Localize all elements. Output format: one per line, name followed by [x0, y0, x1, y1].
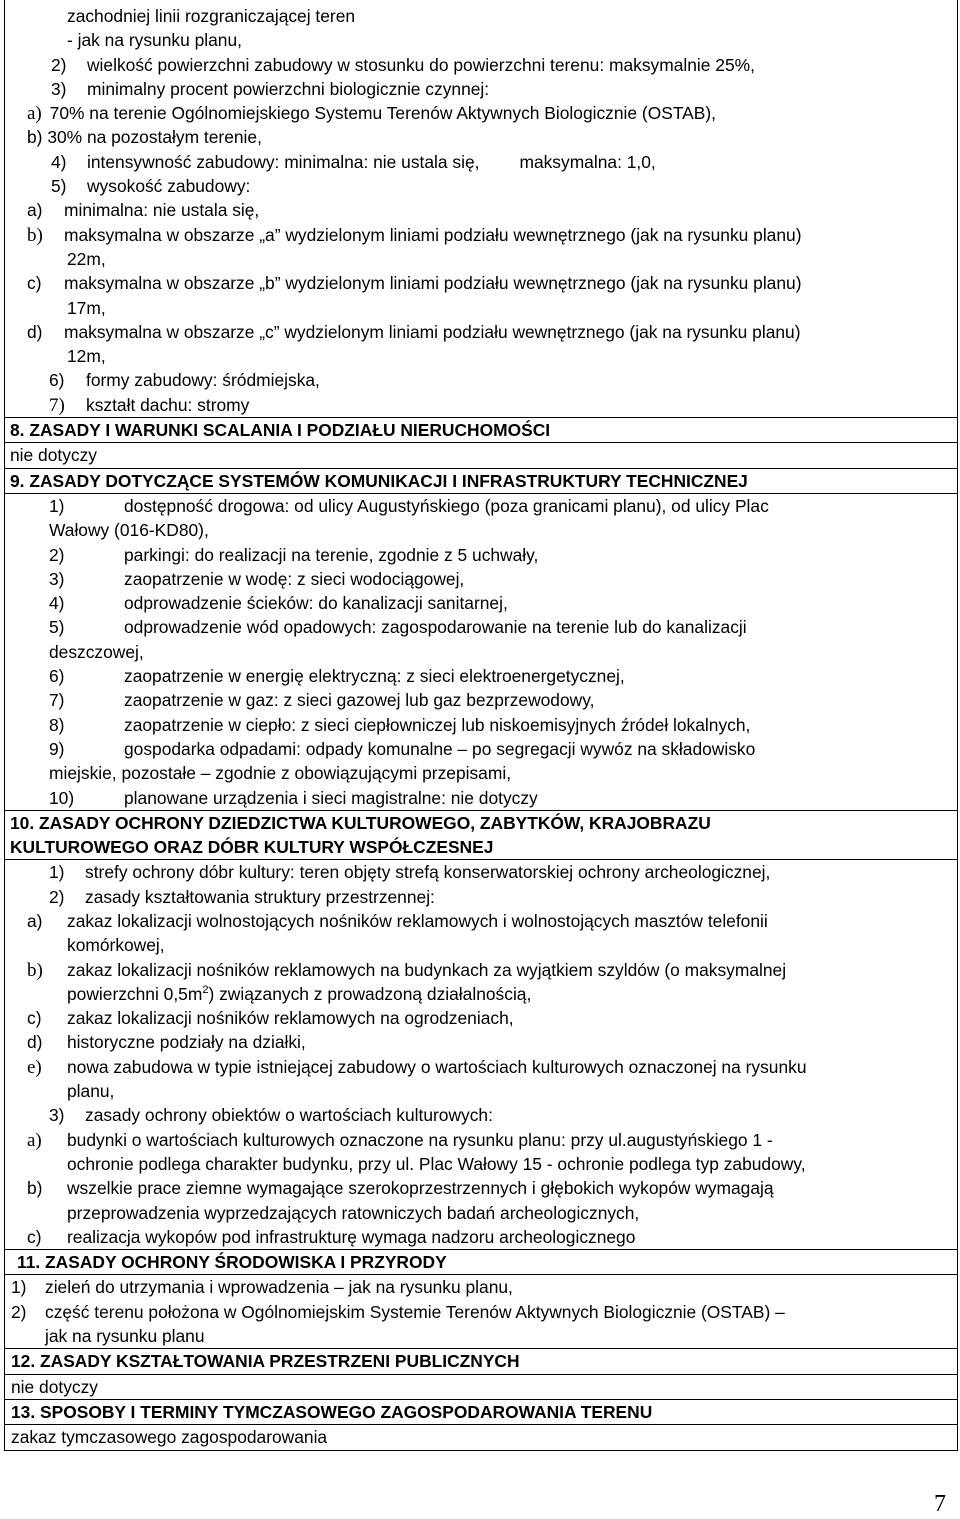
section-10-body-cell [5, 860, 957, 1250]
list-item: 5) wysokość zabudowy: [51, 176, 251, 197]
section-13-heading-cell [5, 1400, 957, 1425]
list-item: 3) zasady ochrony obiektów o wartościach kulturowych: [49, 1105, 493, 1126]
section-heading: 12. ZASADY KSZTAŁTOWANIA PRZESTRZENI PUBLICZNYCH [11, 1351, 520, 1372]
text-line: planu, [67, 1081, 115, 1102]
list-item: 2) parkingi: do realizacji na terenie, zgodnie z 5 uchwały, [49, 544, 539, 565]
list-item: b) wszelkie prace ziemne wymagające szerokoprzestrzennych i głębokich wykopów wymagają [27, 1178, 774, 1199]
text-line: - jak na rysunku planu, [67, 30, 242, 51]
list-item: a) zakaz lokalizacji wolnostojących nośników reklamowych i wolnostojących masztów telefonii [27, 910, 768, 931]
text-line: jak na rysunku planu [45, 1326, 205, 1347]
list-item: 2) wielkość powierzchni zabudowy w stosunku do powierzchni terenu: maksymalnie 25%, [51, 54, 755, 75]
text-line: 12m, [67, 346, 106, 367]
section-12-heading-cell [5, 1349, 957, 1374]
list-item: d) historyczne podziały na działki, [27, 1032, 306, 1053]
section-heading: 11. ZASADY OCHRONY ŚRODOWISKA I PRZYRODY [17, 1252, 447, 1273]
list-item: a) 70% na terenie Ogólnomiejskiego Systemu Terenów Aktywnych Biologicznie (OSTAB), [27, 103, 716, 125]
list-item: 7) zaopatrzenie w gaz: z sieci gazowej lub gaz bezprzewodowy, [49, 690, 595, 711]
list-item: 2) zasady kształtowania struktury przestrzennej: [49, 886, 435, 907]
text-line: 22m, [67, 248, 106, 269]
section-7-cell [5, 0, 957, 418]
page-number: 7 [934, 1491, 946, 1517]
list-item: 5) odprowadzenie wód opadowych: zagospodarowanie na terenie lub do kanalizacji [49, 617, 747, 638]
list-item: c) realizacja wykopów pod infrastrukturę wymaga nadzoru archeologicznego [27, 1226, 636, 1247]
text-line: miejskie, pozostałe – zgodnie z obowiązującymi przepisami, [49, 763, 512, 784]
list-item: c) maksymalna w obszarze „b” wydzielonym liniami podziału wewnętrznego (jak na rysunku planu) [27, 273, 802, 294]
text-line: komórkowej, [67, 935, 165, 956]
list-item: 7) kształt dachu: stromy [49, 394, 250, 416]
section-heading: 10. ZASADY OCHRONY DZIEDZICTWA KULTUROWEGO, ZABYTKÓW, KRAJOBRAZU [10, 812, 711, 833]
section-heading: 13. SPOSOBY I TERMINY TYMCZASOWEGO ZAGOSPODAROWANIA TERENU [11, 1401, 653, 1422]
list-item: 4) odprowadzenie ścieków: do kanalizacji sanitarnej, [49, 593, 508, 614]
list-item: e) nowa zabudowa w typie istniejącej zabudowy o wartościach kulturowych oznaczonej na rysunku [27, 1056, 807, 1078]
section-body: nie dotyczy [10, 445, 97, 466]
list-item: 8) zaopatrzenie w ciepło: z sieci ciepłowniczej lub niskoemisyjnych źródeł lokalnych, [49, 714, 751, 735]
section-13-body-cell [5, 1425, 957, 1450]
section-body: zakaz tymczasowego zagospodarowania [11, 1427, 328, 1448]
document-table [4, 0, 958, 1451]
section-11-heading-cell [5, 1250, 957, 1275]
section-11-body-cell [5, 1275, 957, 1349]
text-line: przeprowadzenia wyprzedzających ratowniczych badań archeologicznych, [67, 1202, 640, 1223]
text-line: zachodniej linii rozgraniczającej teren [67, 6, 356, 26]
section-heading: KULTUROWEGO ORAZ DÓBR KULTURY WSPÓŁCZESNEJ [10, 837, 494, 858]
list-item: 6) zaopatrzenie w energię elektryczną: z sieci elektroenergetycznej, [49, 666, 625, 687]
text-line: ochronie podlega charakter budynku, przy ul. Plac Wałowy 15 - ochronie podlega typ zabudowy, [67, 1153, 806, 1174]
list-item: 1) dostępność drogowa: od ulicy Augustyńskiego (poza granicami planu), od ulicy Plac [49, 495, 769, 516]
list-item: a) budynki o wartościach kulturowych oznaczone na rysunku planu: przy ul.augustyńskiego 1 - [27, 1129, 773, 1151]
list-item: a) minimalna: nie ustala się, [27, 200, 260, 221]
section-8-body-cell [5, 443, 957, 468]
list-item: 10) planowane urządzenia i sieci magistralne: nie dotyczy [49, 787, 538, 808]
section-9-body-cell [5, 494, 957, 811]
section-12-body-cell [5, 1375, 957, 1400]
list-item: 1) zieleń do utrzymania i wprowadzenia – jak na rysunku planu, [11, 1277, 513, 1298]
list-item: c) zakaz lokalizacji nośników reklamowych na ogrodzeniach, [27, 1008, 514, 1029]
list-item: 4) intensywność zabudowy: minimalna: nie ustala się, maksymalna: 1,0, [51, 151, 656, 172]
list-item: 2) część terenu położona w Ogólnomiejskim Systemie Terenów Aktywnych Biologicznie (OSTAB) – [11, 1301, 785, 1322]
list-item: 3) minimalny procent powierzchni biologicznie czynnej: [51, 78, 490, 99]
text-line: deszczowej, [49, 641, 144, 662]
section-10-heading-cell [5, 811, 957, 861]
section-heading: 9. ZASADY DOTYCZĄCE SYSTEMÓW KOMUNIKACJI I INFRASTRUKTURY TECHNICZNEJ [10, 470, 748, 491]
text-line: 17m, [67, 297, 106, 318]
section-9-heading-cell [5, 469, 957, 494]
section-body: nie dotyczy [11, 1376, 98, 1397]
list-item: 1) strefy ochrony dóbr kultury: teren objęty strefą konserwatorskiej ochrony archeologicznej, [49, 862, 771, 883]
section-heading: 8. ZASADY I WARUNKI SCALANIA I PODZIAŁU NIERUCHOMOŚCI [10, 420, 551, 441]
list-item: b) maksymalna w obszarze „a” wydzielonym liniami podziału wewnętrznego (jak na rysunku planu) [27, 224, 802, 246]
list-item: b) 30% na pozostałym terenie, [27, 127, 262, 148]
list-item: 6) formy zabudowy: śródmiejska, [49, 370, 320, 391]
list-item: 3) zaopatrzenie w wodę: z sieci wodociągowej, [49, 568, 465, 589]
text-line: powierzchni $0,5m^2$) związanych z prowadzoną działalnością, [67, 983, 532, 1004]
section-8-heading-cell [5, 418, 957, 443]
list-item: b) zakaz lokalizacji nośników reklamowych na budynkach za wyjątkiem szyldów (o maksymalnej [27, 959, 787, 981]
list-item: d) maksymalna w obszarze „c” wydzielonym liniami podziału wewnętrznego (jak na rysunku planu) [27, 321, 801, 342]
list-item: 9) gospodarka odpadami: odpady komunalne – po segregacji wywóz na składowisko [49, 738, 756, 759]
text-line: Wałowy (016-KD80), [49, 520, 209, 541]
